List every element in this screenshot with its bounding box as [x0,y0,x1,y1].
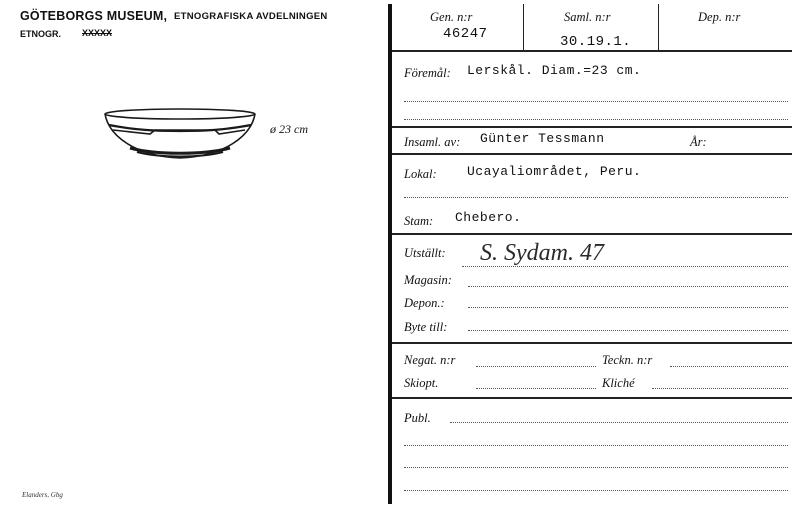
row-rule [392,397,792,399]
blank-line [670,366,788,367]
stam-value: Chebero. [455,210,522,225]
row-rule [392,50,792,52]
utstallt-label: Utställt: [404,246,446,260]
blank-line [404,101,788,102]
dep-label: Dep. n:r [698,10,741,24]
foremal-value: Lerskål. Diam.=23 cm. [467,63,642,78]
blank-line [404,197,788,198]
depon-label: Depon.: [404,296,445,310]
insaml-label: Insaml. av: [404,135,461,149]
ar-label: År: [690,135,707,149]
gen-value: 46247 [443,26,488,42]
blank-line [404,119,788,120]
card-divider [388,4,392,504]
struck-out-text: XXXXX [82,28,113,38]
teckn-label: Teckn. n:r [602,353,653,367]
printer-mark: Elanders, Gbg [22,491,63,499]
row-rule [392,126,792,128]
blank-line [462,266,788,267]
bowl-sketch-icon [95,100,345,170]
blank-line [404,445,788,446]
blank-line [468,307,788,308]
row-rule [392,153,792,155]
blank-line [468,286,788,287]
kliche-label: Kliché [602,376,635,390]
gen-label: Gen. n:r [430,10,473,24]
stam-label: Stam: [404,214,434,228]
handwritten-text: S. Sydam. 47 [480,240,604,266]
byte-label: Byte till: [404,320,448,334]
department-name: ETNOGRAFISKA AVDELNINGEN [174,11,328,22]
blank-line [652,388,788,389]
blank-line [404,467,788,468]
publ-label: Publ. [404,411,431,425]
blank-line [468,330,788,331]
blank-line [450,422,788,423]
lokal-value: Ucayaliområdet, Peru. [467,164,642,179]
lokal-label: Lokal: [404,167,437,181]
column-separator [523,4,524,50]
dimension-note: ø 23 cm [270,122,308,136]
etnogr-label: ETNOGR. [20,29,62,39]
negat-label: Negat. n:r [404,353,456,367]
blank-line [476,388,596,389]
blank-line [476,366,596,367]
blank-line [404,490,788,491]
museum-name: GÖTEBORGS MUSEUM, [20,9,168,23]
magasin-label: Magasin: [404,273,452,287]
insaml-value: Günter Tessmann [480,131,605,146]
row-rule [392,342,792,344]
column-separator [658,4,659,50]
saml-value: 30.19.1. [560,34,632,50]
skiopt-label: Skiopt. [404,376,439,390]
saml-label: Saml. n:r [564,10,611,24]
foremal-label: Föremål: [404,66,451,80]
